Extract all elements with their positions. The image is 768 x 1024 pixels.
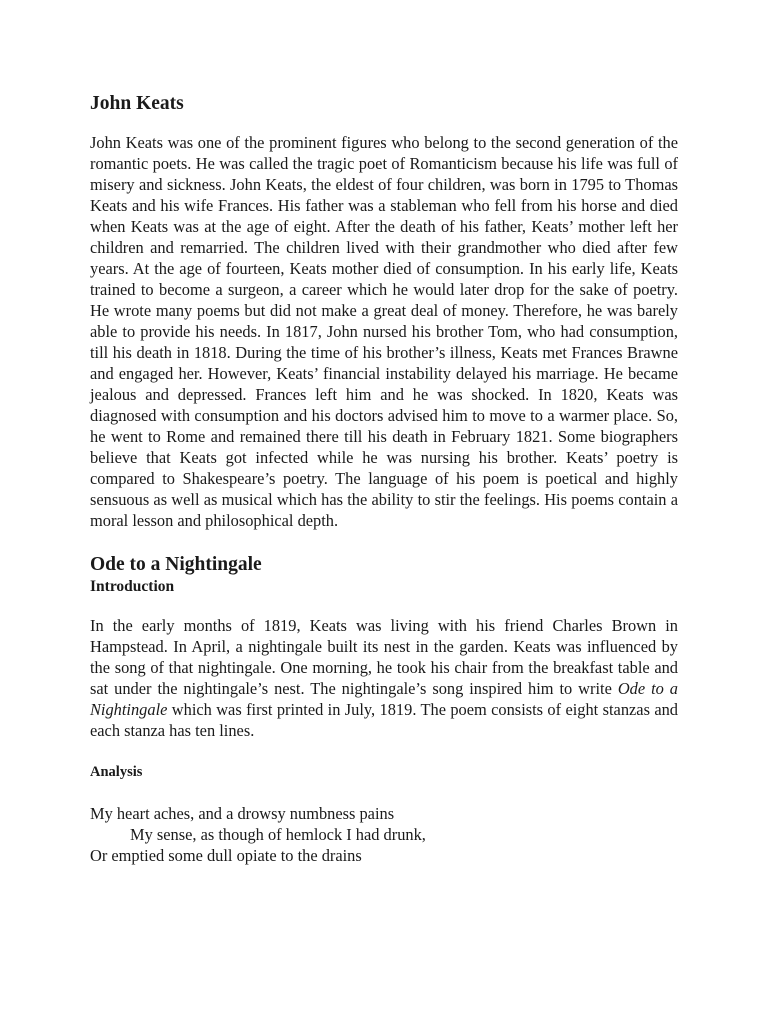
section-heading-ode: Ode to a Nightingale	[90, 554, 262, 575]
poem-line: My heart aches, and a drowsy numbness pains	[90, 804, 395, 823]
intro-text-before: In the early months of 1819, Keats was living with his friend Charles Brown in Hampstead. In April, a nightingale built its nest in the garden. Keats was influenced by the song of that nightingale. One morning, he took his chair from the breakfast table and sat under the nightingale’s nest. The nightingale’s song inspired him to write	[90, 616, 678, 698]
page-title: John Keats	[90, 93, 184, 114]
poem-line: My sense, as though of hemlock I had drunk,	[130, 825, 426, 844]
poem-excerpt	[90, 803, 678, 866]
introduction-paragraph	[90, 615, 678, 741]
intro-poem-title: Ode to a Nightingale	[90, 679, 679, 719]
subheading-analysis: Analysis	[90, 764, 143, 780]
document-page	[90, 92, 678, 866]
intro-text-after: which was first printed in July, 1819. The poem consists of eight stanzas and each stanza has ten lines.	[90, 700, 678, 740]
poem-line: Or emptied some dull opiate to the drains	[90, 846, 362, 865]
biography-paragraph: John Keats was one of the prominent figures who belong to the second generation of the romantic poets. He was called the tragic poet of Romanticism because his life was full of misery and sickness. John Keats, the eldest of four children, was born in 1795 to Thomas Keats and his wife Frances. His father was a stableman who fell from his horse and died when Keats was at the age of eight. After the death of his father, Keats’ mother left her children and remarried. The children lived with their grandmother who died after few years. At the age of fourteen, Keats mother died of consumption. In his early life, Keats trained to become a surgeon, a career which he would later drop for the sake of poetry. He wrote many poems but did not make a great deal of money. Therefore, he was barely able to provide his needs. In 1817, John nursed his brother Tom, who had consumption, till his death in 1818. During the time of his brother’s illness, Keats met Frances Brawne and engaged her. However, Keats’ financial instability delayed his marriage. He became jealous and depressed. Frances left him and he was shocked. In 1820, Keats was diagnosed with consumption and his doctors advised him to move to a warmer place. So, he went to Rome and remained there till his death in February 1821. Some biographers believe that Keats got infected while he was nursing his brother. Keats’ poetry is compared to Shakespeare’s poetry. The language of his poem is poetical and highly sensuous as well as musical which has the ability to stir the feelings. His poems contain a moral lesson and philosophical depth.	[90, 133, 678, 530]
subheading-introduction: Introduction	[90, 578, 175, 595]
